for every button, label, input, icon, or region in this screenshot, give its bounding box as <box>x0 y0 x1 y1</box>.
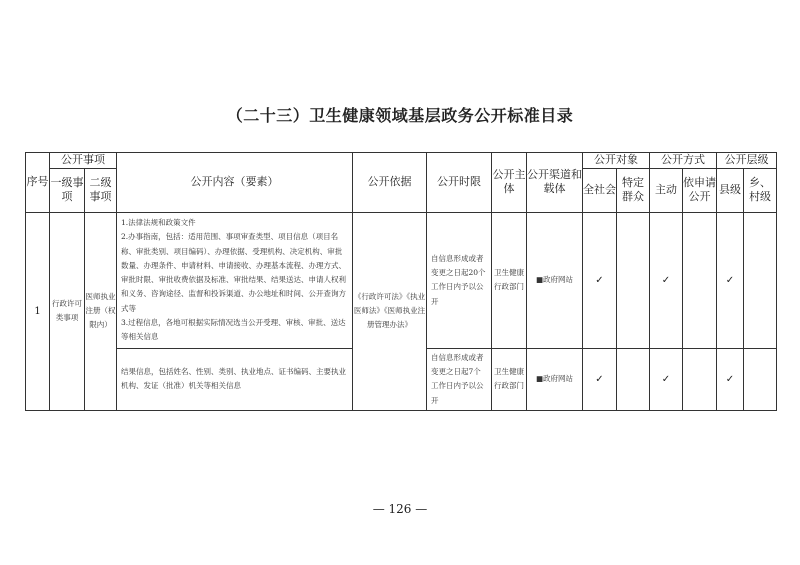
row-subject: 卫生健康行政部门 <box>492 348 527 410</box>
row-level2: 医师执业注册（权限内） <box>85 212 117 410</box>
header-level2: 二级事项 <box>85 168 117 212</box>
header-subject: 公开主体 <box>492 153 527 213</box>
row-content: 1.法律法规和政策文件 2.办事指南，包括：适用范围、事项审查类型、项目信息（项目名称、审批类别、项目编码）、办理依据、受理机构、决定机构、审批数量、办理条件、申请材料、申请接收、办理基本流程、办理方式、审批时限、审批收费依据及标准、审批结果、结果送达、申请人权利和义务、咨询途径、监督和投诉渠道、办公地址和时间、公开查询方式等 3.过程信息，各地可根据实际情况选当公开受理、审核、审批、送达等相关信息 <box>117 212 353 348</box>
check-tier-town <box>744 212 777 348</box>
header-target-all: 全社会 <box>583 168 617 212</box>
header-gongkai-shixiang: 公开事项 <box>50 153 117 169</box>
header-tier-county: 县级 <box>717 168 744 212</box>
row-content: 结果信息，包括姓名、性别、类别、执业地点、证书编码、主要执业机构、发证（批准）机关等相关信息 <box>117 348 353 410</box>
check-target-all: ✓ <box>583 212 617 348</box>
check-method-request <box>683 348 717 410</box>
row-level1: 行政许可类事项 <box>50 212 85 410</box>
check-tier-town <box>744 348 777 410</box>
table-row <box>26 212 777 348</box>
check-method-active: ✓ <box>650 212 683 348</box>
header-tier-town: 乡、村级 <box>744 168 777 212</box>
row-channel: ■政府网站 <box>527 212 583 348</box>
check-target-all: ✓ <box>583 348 617 410</box>
row-subject: 卫生健康行政部门 <box>492 212 527 348</box>
page-number: — 126 — <box>372 502 428 516</box>
header-time-limit: 公开时限 <box>427 153 492 213</box>
check-tier-county: ✓ <box>717 212 744 348</box>
row-time-limit: 自信息形成或者变更之日起7个工作日内予以公开 <box>427 348 492 410</box>
header-method: 公开方式 <box>650 153 717 169</box>
header-target: 公开对象 <box>583 153 650 169</box>
header-target-specific: 特定群众 <box>617 168 650 212</box>
header-row-1 <box>26 153 777 169</box>
header-seq: 序号 <box>26 153 50 213</box>
header-content: 公开内容（要素） <box>117 153 353 213</box>
row-channel: ■政府网站 <box>527 348 583 410</box>
header-method-active: 主动 <box>650 168 683 212</box>
header-channel: 公开渠道和载体 <box>527 153 583 213</box>
row-basis: 《行政许可法》《执业医师法》《医师执业注册管理办法》 <box>353 212 427 410</box>
header-method-request: 依申请公开 <box>683 168 717 212</box>
check-target-specific <box>617 348 650 410</box>
row-seq: 1 <box>26 212 50 410</box>
page-title: （二十三）卫生健康领域基层政务公开标准目录 <box>226 106 574 125</box>
header-basis: 公开依据 <box>353 153 427 213</box>
header-tier: 公开层级 <box>717 153 777 169</box>
check-tier-county: ✓ <box>717 348 744 410</box>
check-target-specific <box>617 212 650 348</box>
check-method-active: ✓ <box>650 348 683 410</box>
header-level1: 一级事项 <box>50 168 85 212</box>
check-method-request <box>683 212 717 348</box>
catalog-table <box>25 152 777 411</box>
row-time-limit: 自信息形成或者变更之日起20个工作日内予以公开 <box>427 212 492 348</box>
